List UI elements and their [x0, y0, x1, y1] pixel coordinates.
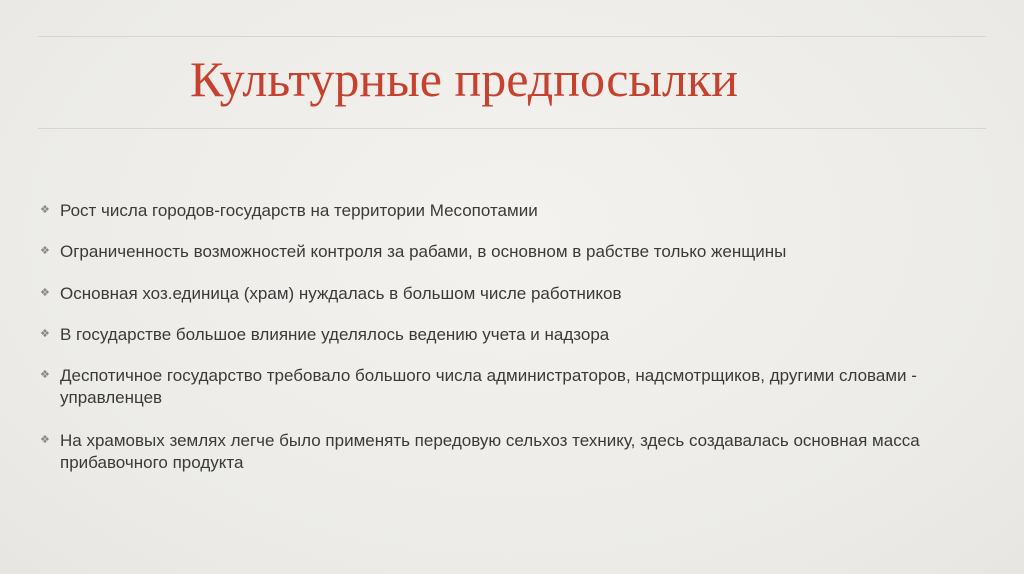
- diamond-cluster-icon: ❖: [40, 203, 50, 216]
- bullet-text: В государстве большое влияние уделялось ведению учета и надзора: [60, 325, 610, 344]
- bullet-text: На храмовых землях легче было применять передовую сельхоз технику, здесь создавалась основная масса прибавочного продукта: [60, 431, 920, 472]
- diamond-cluster-icon: ❖: [40, 368, 50, 381]
- diamond-cluster-icon: ❖: [40, 327, 50, 340]
- diamond-cluster-icon: ❖: [40, 433, 50, 446]
- diamond-cluster-icon: ❖: [40, 244, 50, 257]
- slide-title: Культурные предпосылки: [190, 51, 738, 107]
- bullet-text: Основная хоз.единица (храм) нуждалась в большом числе работников: [60, 284, 622, 303]
- bullet-text: Деспотичное государство требовало большого числа администраторов, надсмотрщиков, другими словами - управленцев: [60, 366, 917, 407]
- bullet-text: Ограниченность возможностей контроля за рабами, в основном в рабстве только женщины: [60, 242, 787, 261]
- diamond-cluster-icon: ❖: [40, 286, 50, 299]
- bullet-text: Рост числа городов-государств на территории Месопотамии: [60, 201, 538, 220]
